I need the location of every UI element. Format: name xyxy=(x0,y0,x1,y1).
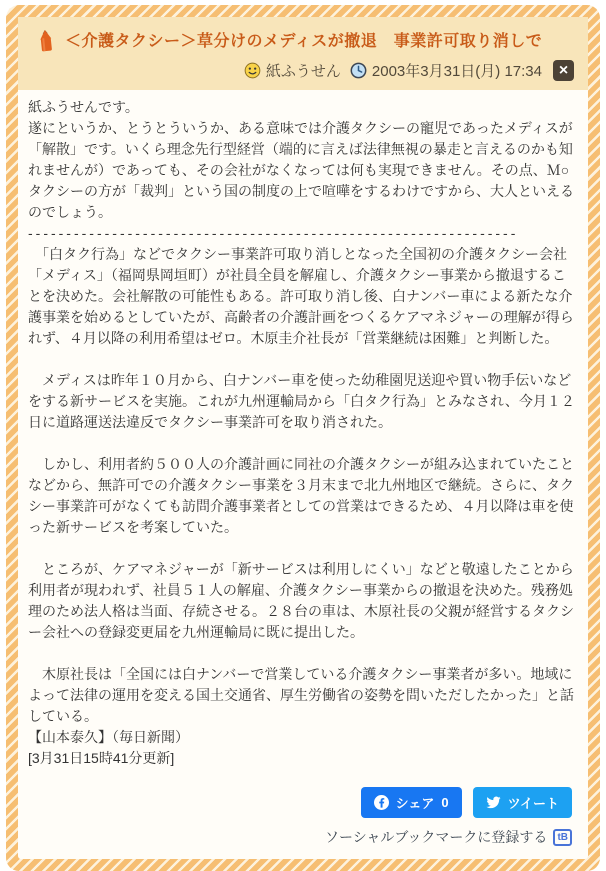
article-paragraph: しかし、利用者約５００人の介護計画に同社の介護タクシーが組み込まれていたことなどから、無許可での介護タクシー事業を３月末まで北九州地区で継続。さらに、タクシー事業許可がなくても訪問介護事業者としての営業はできるため、４月以降は車を使った新サービスを考案していた。 xyxy=(28,456,574,535)
post-header xyxy=(18,17,588,90)
twitter-bird-icon xyxy=(486,796,501,809)
article-body xyxy=(18,90,588,773)
share-row xyxy=(18,773,588,818)
share-count: 0 xyxy=(441,795,449,810)
article-paragraph: メディスは昨年１０月から、白ナンバー車を使った幼稚園児送迎や買い物手伝いなどをする新サービスを実施。これが九州運輸局から「白タク行為」とみなされ、今月１２日に道路運送法違反でタクシー事業許可を取り消された。 xyxy=(28,372,575,430)
bookmark-label: ソーシャルブックマークに登録する xyxy=(324,829,548,845)
crayon-icon xyxy=(38,30,54,53)
smiley-face-icon xyxy=(244,62,261,79)
title-row xyxy=(32,30,574,53)
facebook-share-button[interactable] xyxy=(361,787,462,818)
post-date: 2003年3月31日(月) 17:34 xyxy=(371,63,542,80)
article-update-timestamp: [3月31日15時41分更新] xyxy=(28,750,175,766)
post-box xyxy=(6,5,600,871)
close-button[interactable]: × xyxy=(553,60,574,81)
separator-dashes: ---------------------------------------------------------------- xyxy=(28,225,519,241)
article-paragraph: 遂にというか、とうとういうか、ある意味では介護タクシーの寵児であったメディスが「解散」です。いくら理念先行型経営（端的に言えば法律無視の暴走と言えるのかも知れませんが）であっても、その会社がなくなっては何も実現できません。その点、Ｍ○タクシーの方が「裁判」という国の制度の上で喧嘩をするわけですから、大人といえるのでしょう。 xyxy=(28,120,574,220)
article-paragraph: ところが、ケアマネジャーが「新サービスは利用しにくい」などと敬遠したことから利用者が現われず、社員５１人の解雇、介護タクシー事業からの撤退を決めた。残務処理のため法人格は当面、存続させる。２８台の車は、木原社長の父親が経営するタクシー会社への登録変更届を九州運輸局に既に提出した。 xyxy=(28,561,574,640)
post-inner xyxy=(18,17,588,859)
post-title: ＜介護タクシー＞草分けのメディスが撤退 事業許可取り消しで xyxy=(65,32,543,50)
clock-icon xyxy=(350,62,367,79)
tb-bookmark-icon: tB xyxy=(553,829,572,846)
tweet-label: ツイート xyxy=(507,796,559,811)
article-paragraph: 紙ふうせんです。 xyxy=(28,99,139,115)
facebook-icon xyxy=(374,795,389,810)
share-label: シェア xyxy=(395,796,435,811)
article-paragraph: 「白タク行為」などでタクシー事業許可取り消しとなった全国初の介護タクシー会社「メディス」（福岡県岡垣町）が社員全員を解雇し、介護タクシー事業から撤退することを決めた。会社解散の可能性もある。許可取り消し後、白ナンバー車による新たな介護事業を始めるとしていたが、高齢者の介護計画をつくるケアマネジャーの理解が得られず、４月以降の利用希望はゼロ。木原圭介社長が「営業継続は困難」と判断した。 xyxy=(28,246,574,346)
social-bookmark-link[interactable] xyxy=(18,818,588,859)
meta-row xyxy=(32,60,574,81)
author-name: 紙ふうせん xyxy=(265,63,341,80)
article-paragraph: 木原社長は「全国には白ナンバーで営業している介護タクシー事業者が多い。地域によって法律の運用を変える国土交通省、厚生労働省の姿勢を問いただしたかった」と話している。 xyxy=(28,666,574,724)
tweet-button[interactable] xyxy=(473,787,572,818)
article-byline: 【山本泰久】（毎日新聞） xyxy=(28,729,189,745)
